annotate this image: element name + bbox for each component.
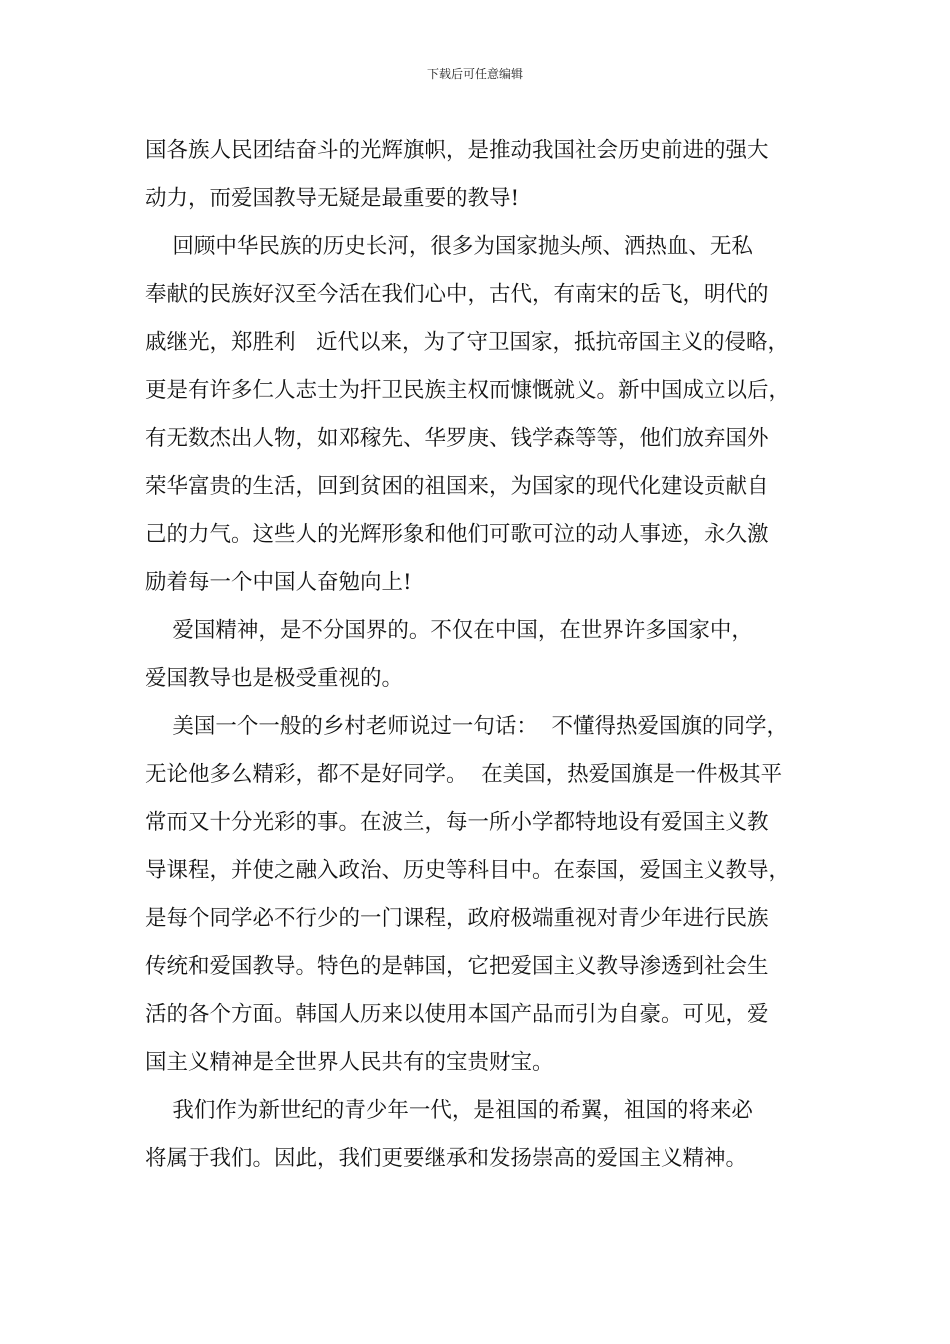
text-line: 是每个同学必不行少的一门课程，政府极端重视对青少年进行民族 (145, 906, 769, 931)
text-line: 更是有许多仁人志士为扞卫民族主权而慷慨就义。新中国成立以后， (145, 378, 791, 403)
text-line: 奉献的民族好汉至今活在我们心中，古代，有南宋的岳飞，明代的 (145, 282, 769, 307)
text-line: 我们作为新世纪的青少年一代，是祖国的希翼，祖国的将来必 (145, 1098, 753, 1123)
text-line: 导课程，并使之融入政治、历史等科目中。在泰国，爱国主义教导， (145, 858, 791, 883)
text-line: 爱国精神，是不分国界的。不仅在中国，在世界许多国家中， (145, 618, 753, 643)
text-line: 回顾中华民族的历史长河，很多为国家抛头颅、洒热血、无私 (145, 234, 753, 259)
text-line: 爱国教导也是极受重视的。 (145, 666, 404, 691)
text-line: 己的力气。这些人的光辉形象和他们可歌可泣的动人事迹，永久激 (145, 522, 769, 547)
text-line: 励着每一个中国人奋勉向上! (145, 570, 412, 595)
page-header: 下载后可任意编辑 (426, 67, 523, 81)
text-line: 美国一个一般的乡村老师说过一句话： 不懂得热爱国旗的同学， (145, 714, 789, 739)
text-line: 动力，而爱国教导无疑是最重要的教导! (145, 186, 520, 211)
text-line: 国主义精神是全世界人民共有的宝贵财宝。 (145, 1050, 554, 1075)
text-line: 活的各个方面。韩国人历来以使用本国产品而引为自豪。可见，爱 (145, 1002, 769, 1027)
text-line: 无论他多么精彩，都不是好同学。 在美国，热爱国旗是一件极其平 (145, 762, 783, 787)
text-line: 国各族人民团结奋斗的光辉旗帜，是推动我国社会历史前进的强大 (145, 138, 769, 163)
text-line: 将属于我们。因此，我们更要继承和发扬崇高的爱国主义精神。 (145, 1146, 748, 1171)
text-line: 荣华富贵的生活，回到贫困的祖国来，为国家的现代化建设贡献自 (145, 474, 769, 499)
text-line: 传统和爱国教导。特色的是韩国，它把爱国主义教导渗透到社会生 (145, 954, 769, 979)
text-line: 常而又十分光彩的事。在波兰，每一所小学都特地设有爱国主义教 (145, 810, 769, 835)
text-line: 有无数杰出人物，如邓稼先、华罗庚、钱学森等等，他们放弃国外 (145, 426, 769, 451)
document-body (145, 127, 815, 1183)
text-line: 戚继光，郑胜利 近代以来，为了守卫国家，抵抗帝国主义的侵略， (145, 330, 790, 355)
